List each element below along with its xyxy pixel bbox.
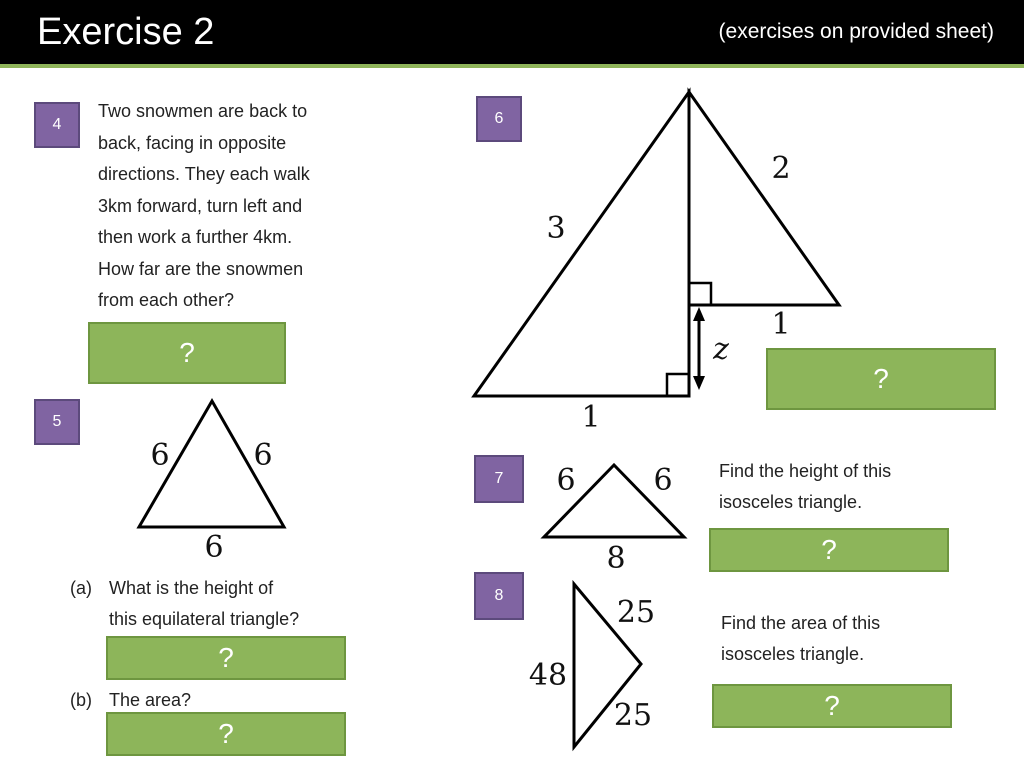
question-4-line: directions. They each walk bbox=[98, 164, 310, 184]
question-5-side-right: 6 bbox=[253, 438, 273, 473]
question-6-label-3: 3 bbox=[546, 211, 566, 246]
question-4-line: Two snowmen are back to bbox=[98, 101, 308, 121]
question-6-right-angle-bottom bbox=[667, 374, 689, 396]
question-6-z-arrow-head-bottom bbox=[693, 376, 705, 390]
question-6-label-z: z bbox=[713, 332, 729, 367]
question-7-answer-button[interactable]: ? bbox=[709, 528, 949, 572]
question-4-badge: 4 bbox=[34, 102, 80, 148]
question-8-line: isosceles triangle. bbox=[721, 644, 865, 664]
question-7-side-right: 6 bbox=[653, 463, 673, 498]
question-4-line: How far are the snowmen bbox=[98, 258, 304, 279]
question-6-label-1-right: 1 bbox=[771, 307, 791, 342]
question-6-label-2: 2 bbox=[771, 151, 791, 186]
question-6-right-angle-top bbox=[689, 283, 711, 305]
question-5-side-left: 6 bbox=[150, 438, 170, 473]
question-8-badge: 8 bbox=[474, 572, 524, 620]
question-6-large-triangle bbox=[474, 92, 689, 396]
question-6-label-1-bottom: 1 bbox=[581, 400, 601, 435]
question-6-z-arrow-head-top bbox=[693, 307, 705, 321]
question-6-answer-button[interactable]: ? bbox=[766, 348, 996, 410]
question-5a-answer-button[interactable]: ? bbox=[106, 636, 346, 680]
question-4-line: 3km forward, turn left and bbox=[98, 195, 303, 216]
question-4-line: then work a further 4km. bbox=[98, 227, 293, 247]
question-4-answer-button[interactable]: ? bbox=[88, 322, 286, 384]
question-5a-line: What is the height of bbox=[109, 578, 274, 598]
question-5a-line: this equilateral triangle? bbox=[109, 609, 300, 629]
question-6-badge: 6 bbox=[476, 96, 522, 142]
question-5a-label: (a) bbox=[70, 578, 92, 598]
question-7-line: isosceles triangle. bbox=[719, 492, 863, 512]
question-6-small-triangle bbox=[689, 92, 839, 305]
question-8-side-top: 25 bbox=[616, 595, 656, 630]
question-5-badge: 5 bbox=[34, 399, 80, 445]
question-7-badge: 7 bbox=[474, 455, 524, 503]
question-8-line: Find the area of this bbox=[721, 613, 881, 633]
question-8-side-bottom: 25 bbox=[613, 698, 653, 733]
question-4-line: from each other? bbox=[98, 290, 235, 310]
question-5b-label: (b) bbox=[70, 690, 92, 710]
question-4-line: back, facing in opposite bbox=[98, 132, 287, 153]
question-7-side-left: 6 bbox=[556, 463, 576, 498]
question-8-side-left: 48 bbox=[528, 658, 568, 693]
question-7-side-bottom: 8 bbox=[606, 541, 626, 576]
question-8-answer-button[interactable]: ? bbox=[712, 684, 952, 728]
question-7-line: Find the height of this bbox=[719, 461, 892, 481]
page-subtitle: (exercises on provided sheet) bbox=[718, 20, 994, 43]
page-title: Exercise 2 bbox=[37, 11, 215, 53]
question-5-side-bottom: 6 bbox=[204, 530, 224, 565]
question-5b-answer-button[interactable]: ? bbox=[106, 712, 346, 756]
question-5b-text: The area? bbox=[109, 690, 192, 710]
